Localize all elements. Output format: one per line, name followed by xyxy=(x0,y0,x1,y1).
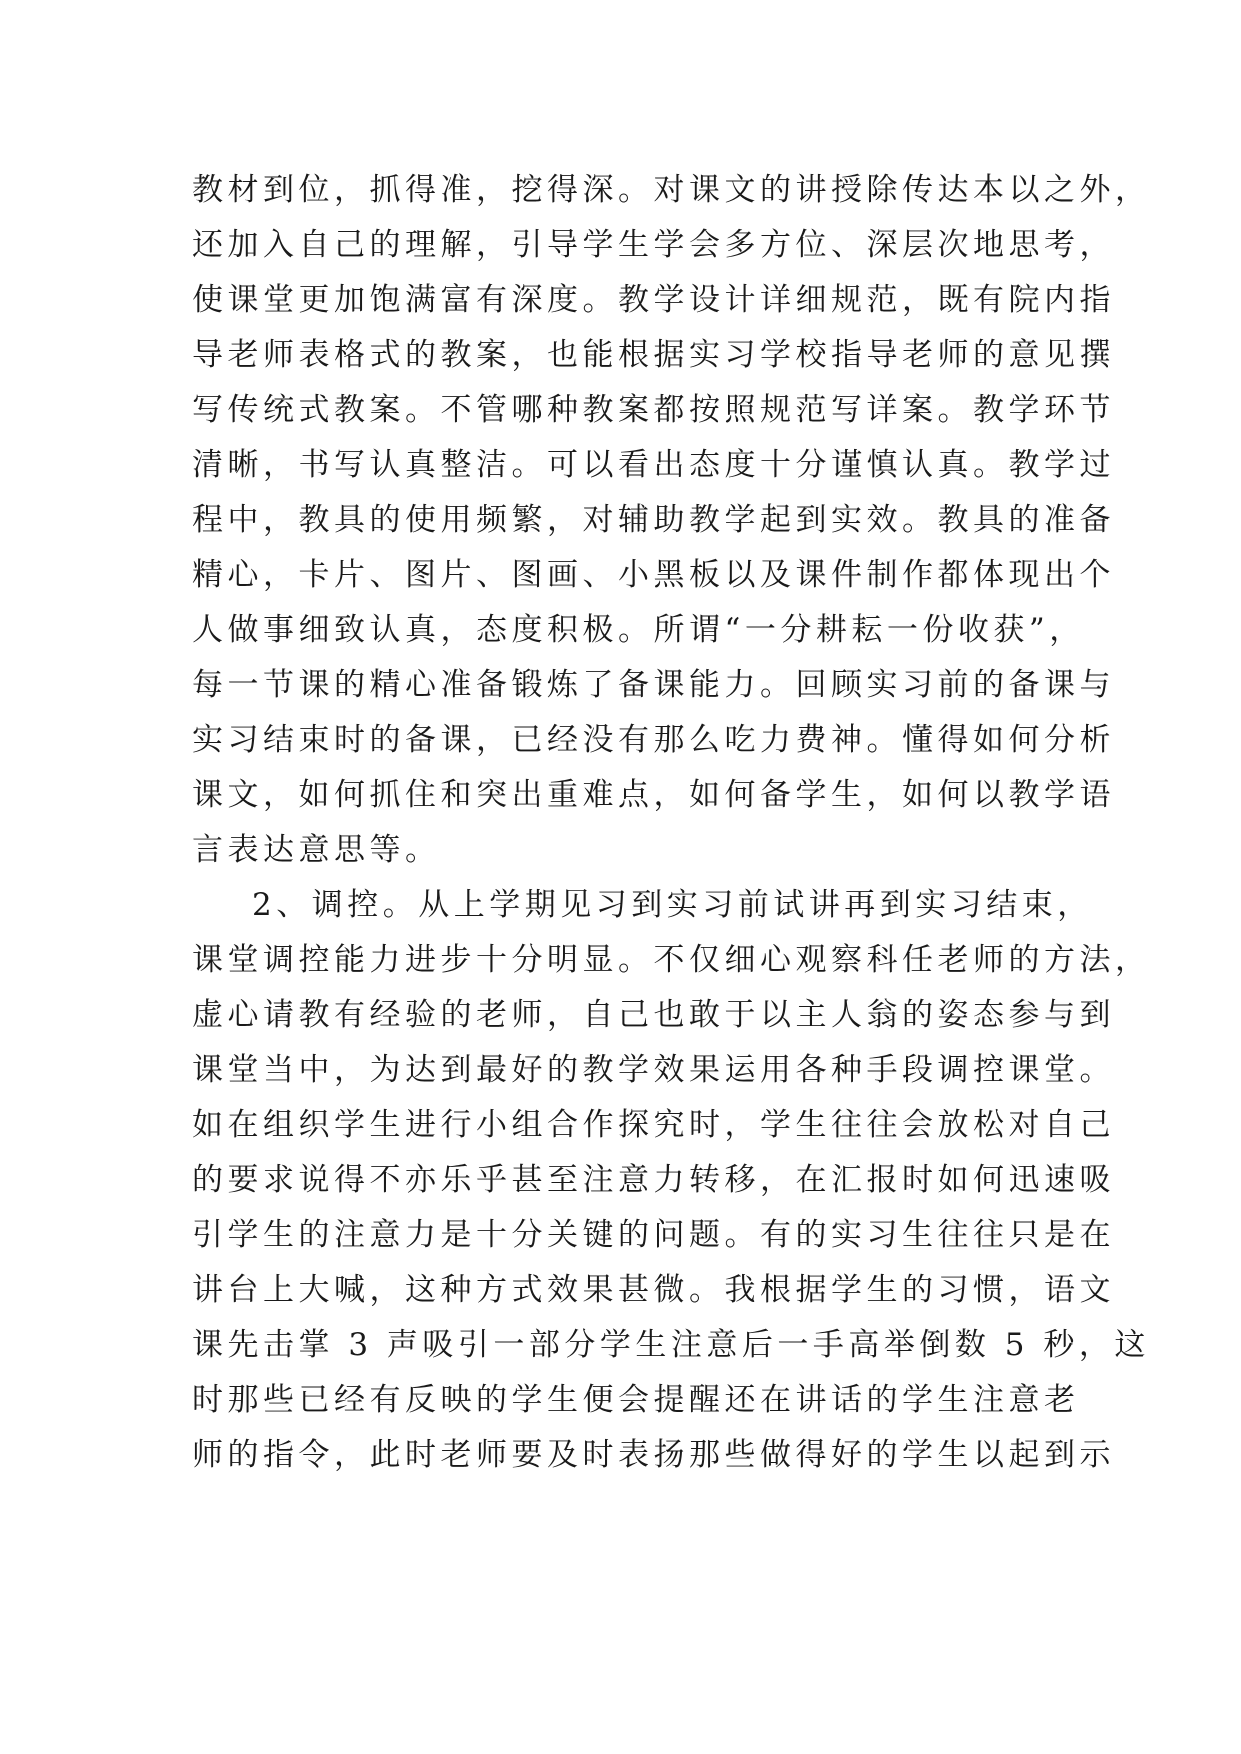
paragraph-first-line: 2、调控。从上学期见习到实习前试讲再到实习结束， xyxy=(252,887,1093,923)
text-line: 师的指令，此时老师要及时表扬那些做得好的学生以起到示 xyxy=(192,1437,1115,1473)
text-line: 教材到位，抓得准，挖得深。对课文的讲授除传达本以之外， xyxy=(192,172,1151,208)
text-line: 人做事细致认真，态度积极。所谓“一分耕耘一份收获”， xyxy=(192,612,1085,648)
text-line: 课堂调控能力进步十分明显。不仅细心观察科任老师的方法， xyxy=(192,942,1151,978)
text-line: 讲台上大喊，这种方式效果甚微。我根据学生的习惯，语文 xyxy=(192,1272,1115,1308)
text-line: 的要求说得不亦乐乎甚至注意力转移，在汇报时如何迅速吸 xyxy=(192,1162,1115,1198)
text-line: 每一节课的精心准备锻炼了备课能力。回顾实习前的备课与 xyxy=(192,667,1115,703)
text-line: 使课堂更加饱满富有深度。教学设计详细规范，既有院内指 xyxy=(192,282,1115,318)
text-line: 精心，卡片、图片、图画、小黑板以及课件制作都体现出个 xyxy=(192,557,1115,593)
text-line: 还加入自己的理解，引导学生学会多方位、深层次地思考， xyxy=(192,227,1115,263)
text-line: 程中，教具的使用频繁，对辅助教学起到实效。教具的准备 xyxy=(192,502,1115,538)
text-line: 清晰，书写认真整洁。可以看出态度十分谨慎认真。教学过 xyxy=(192,447,1115,483)
text-line: 课堂当中，为达到最好的教学效果运用各种手段调控课堂。 xyxy=(192,1052,1115,1088)
text-line: 虚心请教有经验的老师，自己也敢于以主人翁的姿态参与到 xyxy=(192,997,1115,1033)
text-line: 导老师表格式的教案，也能根据实习学校指导老师的意见撰 xyxy=(192,337,1115,373)
text-line: 实习结束时的备课，已经没有那么吃力费神。懂得如何分析 xyxy=(192,722,1115,758)
text-line: 课文，如何抓住和突出重难点，如何备学生，如何以教学语 xyxy=(192,777,1115,813)
text-line: 课先击掌 3 声吸引一部分学生注意后一手高举倒数 5 秒，这 xyxy=(192,1327,1150,1363)
text-line: 如在组织学生进行小组合作探究时，学生往往会放松对自己 xyxy=(192,1107,1115,1143)
text-line: 时那些已经有反映的学生便会提醒还在讲话的学生注意老 xyxy=(192,1382,1080,1418)
text-line: 言表达意思等。 xyxy=(192,832,441,868)
text-line: 写传统式教案。不管哪种教案都按照规范写详案。教学环节 xyxy=(192,392,1115,428)
text-line: 引学生的注意力是十分关键的问题。有的实习生往往只是在 xyxy=(192,1217,1115,1253)
